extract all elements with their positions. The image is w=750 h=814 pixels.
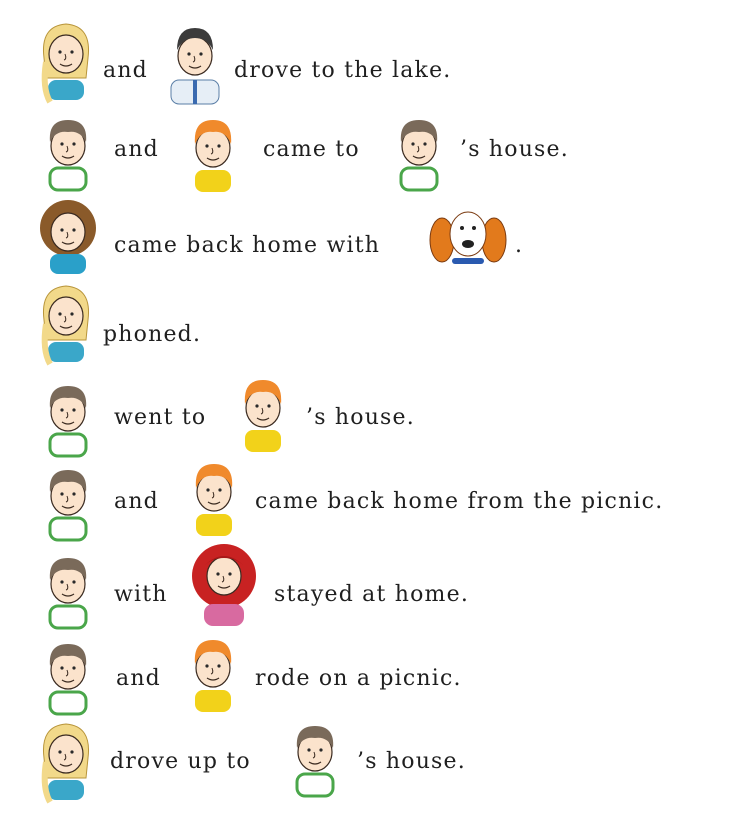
ginger-boy-icon [233, 372, 293, 454]
text-segment: came back home from the picnic. [255, 489, 664, 514]
brown-boy-icon [38, 376, 98, 458]
sentence-row-4 [0, 280, 750, 360]
text-segment: came to [263, 137, 360, 162]
text-segment: rode on a picnic. [255, 666, 462, 691]
text-segment: went to [114, 405, 207, 430]
man-icon [163, 20, 227, 106]
text-segment: . [515, 233, 524, 258]
ginger-boy-icon [184, 456, 244, 538]
red-girl-icon [186, 538, 262, 628]
brown-boy-icon [38, 634, 98, 716]
brown-boy-icon [285, 716, 345, 798]
sentence-row-9 [0, 720, 750, 800]
brown-boy-icon [38, 548, 98, 630]
sentence-row-7 [0, 548, 750, 628]
sentence-row-2 [0, 110, 750, 190]
brown-boy-icon [38, 110, 98, 192]
text-segment: ’s house. [306, 405, 415, 430]
text-segment: drove to the lake. [234, 58, 452, 83]
text-segment: ’s house. [357, 749, 466, 774]
sentence-row-1 [0, 18, 750, 98]
ginger-boy-icon [183, 112, 243, 194]
text-segment: with [114, 582, 168, 607]
text-segment: came back home with [114, 233, 381, 258]
curly-girl-icon [36, 196, 100, 276]
text-segment: stayed at home. [274, 582, 470, 607]
dog-icon [428, 204, 508, 270]
sentence-row-6 [0, 460, 750, 540]
text-segment: ’s house. [460, 137, 569, 162]
text-segment: phoned. [103, 322, 202, 347]
text-segment: and [103, 58, 148, 83]
brown-boy-icon [389, 110, 449, 192]
sentence-row-5 [0, 376, 750, 456]
ginger-boy-icon [183, 632, 243, 714]
blonde-girl-icon [36, 18, 96, 104]
text-segment: and [114, 137, 159, 162]
sentence-row-8 [0, 634, 750, 714]
text-segment: and [114, 489, 159, 514]
blonde-girl-icon [36, 718, 96, 804]
sentence-row-3 [0, 196, 750, 276]
text-segment: drove up to [110, 749, 251, 774]
brown-boy-icon [38, 460, 98, 542]
text-segment: and [116, 666, 161, 691]
blonde-girl-icon [36, 280, 96, 366]
